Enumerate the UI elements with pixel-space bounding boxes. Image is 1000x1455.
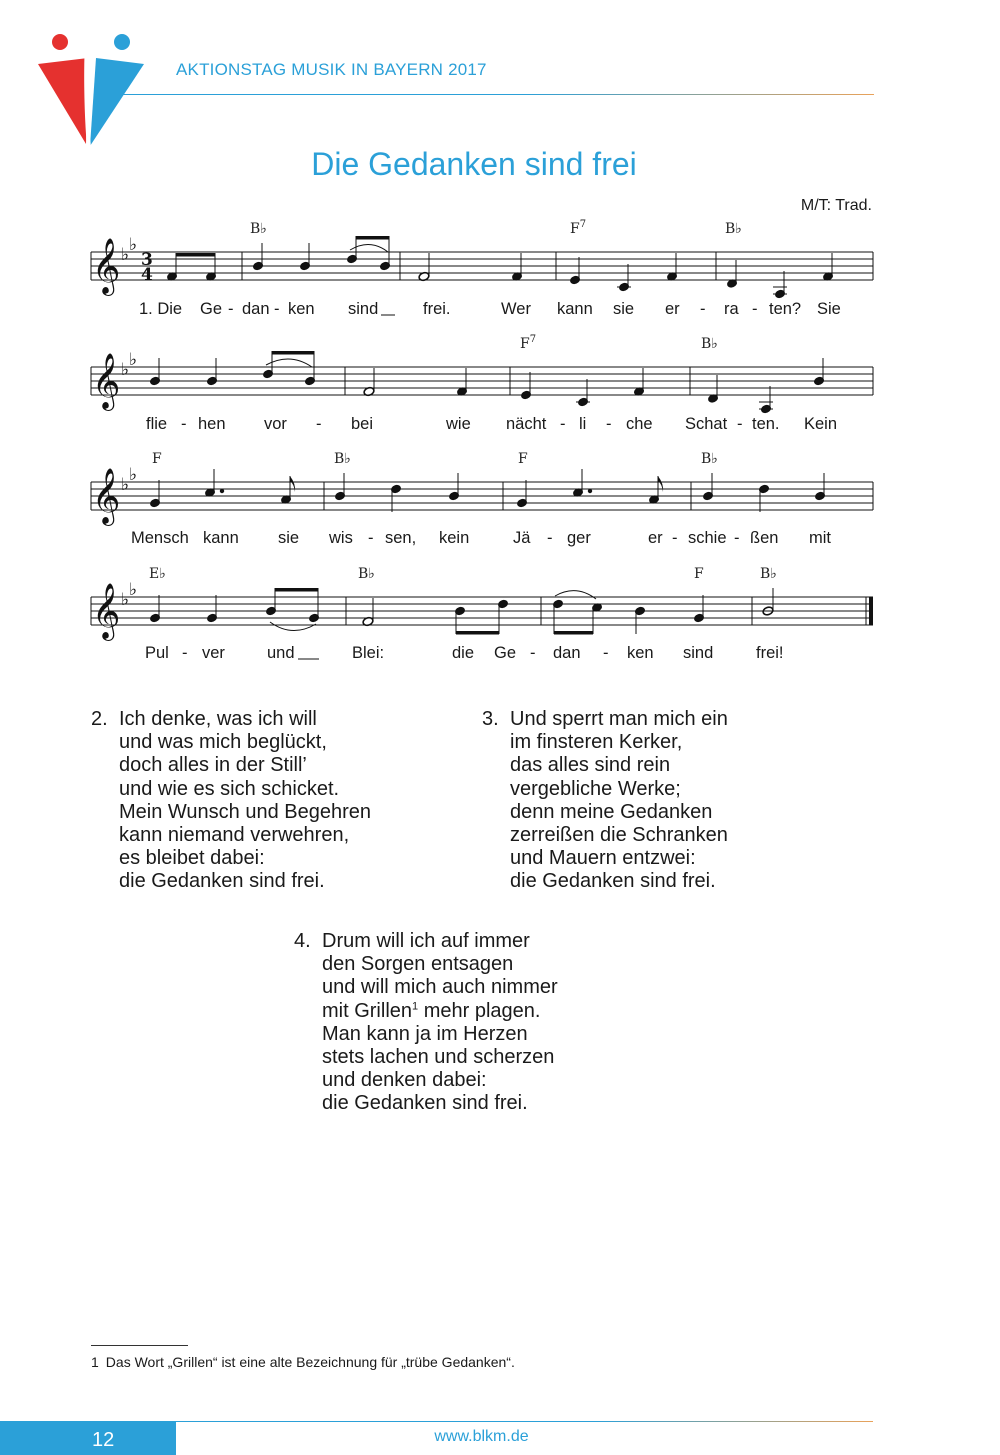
verse-line: Ich denke, was ich will (119, 708, 317, 730)
verse-3 (482, 708, 728, 894)
footer-url-link[interactable]: www.blkm.de (434, 1428, 529, 1445)
verse-line: Drum will ich auf immer (322, 930, 530, 952)
lyric-syllable: ver (202, 644, 225, 662)
chord-symbol: B♭ (358, 566, 375, 582)
lyric-syllable: Ge (200, 300, 223, 318)
lyric-syllable: sie (278, 529, 300, 547)
treble-clef-icon: 𝄞 (92, 353, 121, 409)
key-signature-flats (121, 235, 137, 265)
verse-line: vergebliche Werke; (510, 777, 681, 800)
verse-line: denn meine Gedanken (510, 800, 713, 823)
lyric-syllable: er (665, 300, 680, 318)
header-title: AKTIONSTAG MUSIK IN BAYERN 2017 (176, 60, 487, 79)
svg-text:♭: ♭ (121, 590, 130, 610)
lyric-hyphen: - (737, 415, 743, 433)
lyric-syllable: ken (288, 300, 315, 318)
final-barline-thick (869, 597, 873, 625)
verse-line: das alles sind rein (510, 754, 671, 777)
verse-line: doch alles in der Still’ (119, 754, 307, 777)
verse-line: und wie es sich schicket. (119, 777, 340, 800)
treble-clef-icon: 𝄞 (92, 583, 121, 639)
verse-line: es bleibet dabei: (119, 847, 265, 870)
chords-system-3 (152, 451, 718, 467)
chord-symbol: B♭ (701, 451, 718, 467)
treble-clef-icon: 𝄞 (92, 468, 121, 524)
lyric-syllable: Sie (817, 300, 841, 318)
lyric-syllable: er (648, 529, 663, 547)
lyrics-system-4 (145, 644, 784, 662)
verse-line (322, 1000, 558, 1023)
lyric-syllable: sie (613, 300, 635, 318)
lyric-syllable: sen, (385, 529, 417, 547)
lyric-syllable: sind (683, 644, 714, 662)
footnote-rule (91, 1345, 188, 1346)
lyric-syllable: ra (724, 300, 739, 318)
verse-line: kann niemand verwehren, (119, 824, 350, 847)
page-number: 12 (92, 1429, 115, 1451)
chord-symbol: F (518, 451, 528, 467)
verse-number: 2. (91, 708, 108, 730)
lyric-syllable: nächt (506, 415, 547, 433)
lyric-hyphen: - (606, 415, 612, 433)
lyric-hyphen: - (734, 529, 740, 547)
lyric-syllable: kann (557, 300, 593, 318)
verse-line: zerreißen die Schranken (510, 824, 728, 847)
footnote (91, 1354, 515, 1370)
key-signature-flats (121, 350, 137, 380)
lyric-syllable: frei. (423, 300, 451, 318)
lyric-syllable: die (452, 644, 475, 662)
lyric-syllable: mit (809, 529, 831, 547)
time-signature (141, 250, 153, 285)
svg-text:♭: ♭ (121, 475, 130, 495)
lyric-hyphen: - (182, 644, 188, 662)
key-signature-flats (121, 465, 137, 495)
lyric-syllable: ßen (750, 529, 779, 547)
lyric-syllable: vor (264, 415, 287, 433)
lyric-syllable: wis (329, 529, 353, 547)
lyric-syllable: schie (688, 529, 727, 547)
verse-number: 4. (294, 930, 311, 952)
chord-symbol: E♭ (149, 566, 166, 582)
chords-system-4 (149, 566, 777, 582)
music-system-3 (91, 465, 873, 526)
verse-line-part: mit Grillen (322, 999, 413, 1022)
verse-4 (294, 930, 558, 1116)
lyrics-system-3 (131, 529, 831, 547)
notes (167, 236, 834, 299)
chord-symbol: $F^7$ (520, 334, 537, 352)
lyric-hyphen: - (181, 415, 187, 433)
lyric-syllable: Wer (501, 300, 531, 318)
lyric-syllable: Mensch (131, 529, 189, 547)
footer-rule (176, 1421, 873, 1422)
lyric-syllable: che (626, 415, 653, 433)
chords-system-2 (520, 334, 718, 352)
lyric-syllable: dan (242, 300, 270, 318)
verse-line: die Gedanken sind frei. (322, 1092, 528, 1115)
key-signature-flats (121, 580, 137, 610)
treble-clef-icon: 𝄞 (92, 238, 121, 294)
lyrics-system-2 (146, 415, 837, 433)
music-system-1 (91, 235, 873, 299)
lyric-hyphen: - (560, 415, 566, 433)
footnote-number: 1 (91, 1354, 99, 1370)
lyric-syllable: ger (567, 529, 591, 547)
chord-symbol: B♭ (334, 451, 351, 467)
lyric-syllable: Kein (804, 415, 838, 433)
lyric-syllable: ten. (752, 415, 780, 433)
notes (150, 469, 826, 512)
lyric-hyphen: - (752, 300, 758, 318)
svg-text:♭: ♭ (129, 350, 138, 370)
verse-2 (91, 708, 371, 894)
lyric-syllable: Ge (494, 644, 517, 662)
verse-line: Mein Wunsch und Begehren (119, 800, 372, 823)
svg-text:♭: ♭ (121, 245, 130, 265)
verse-line: und will mich auch nimmer (322, 976, 558, 999)
chord-symbol: F (694, 566, 704, 582)
lyric-hyphen: - (530, 644, 536, 662)
verse-line: den Sorgen entsagen (322, 953, 514, 976)
lyric-hyphen: - (368, 529, 374, 547)
chord-symbol: F (152, 451, 162, 467)
song-title: Die Gedanken sind frei (311, 146, 637, 182)
chord-symbol: B♭ (725, 221, 742, 237)
chord-symbol: B♭ (760, 566, 777, 582)
lyric-syllable: 1. Die (139, 300, 183, 318)
chords-system-1 (250, 219, 742, 237)
lyrics-system-1 (139, 300, 841, 318)
lyric-syllable: sind (348, 300, 379, 318)
lyric-syllable: ken (627, 644, 654, 662)
verse-number: 3. (482, 708, 499, 730)
music-system-2 (91, 350, 873, 414)
lyric-syllable: dan (553, 644, 581, 662)
lyric-hyphen: - (274, 300, 280, 318)
chord-symbol: B♭ (250, 221, 267, 237)
verse-line: die Gedanken sind frei. (119, 870, 325, 893)
verse-line: die Gedanken sind frei. (510, 870, 716, 893)
footnote-marker[interactable]: 1 (412, 999, 419, 1012)
svg-text:4: 4 (141, 265, 153, 285)
verse-line: und Mauern entzwei: (510, 847, 696, 870)
lyric-syllable: kein (439, 529, 470, 547)
lyric-syllable: kann (203, 529, 239, 547)
svg-text:♭: ♭ (129, 580, 138, 600)
music-system-4 (91, 580, 873, 641)
chord-symbol: B♭ (701, 336, 718, 352)
lyric-hyphen: - (228, 300, 234, 318)
lyric-syllable: Blei: (352, 644, 385, 662)
footnote-text: Das Wort „Grillen“ ist eine alte Bezeichnung für „trübe Gedanken“. (105, 1354, 515, 1370)
lyric-hyphen: - (603, 644, 609, 662)
verse-line: und was mich beglückt, (119, 731, 327, 754)
verse-line: Man kann ja im Herzen (322, 1022, 528, 1045)
lyric-syllable: wie (446, 415, 471, 433)
lyric-hyphen: - (316, 415, 322, 433)
svg-text:♭: ♭ (121, 360, 130, 380)
sheet-music (0, 0, 1000, 700)
lyric-syllable: Pul (145, 644, 169, 662)
lyric-syllable: ten? (769, 300, 802, 318)
svg-text:♭: ♭ (129, 465, 138, 485)
notes (150, 351, 825, 414)
lyric-syllable: Jä (513, 529, 531, 547)
chord-symbol: $F^7$ (570, 219, 587, 237)
verse-line: und denken dabei: (322, 1069, 487, 1092)
verse-line: stets lachen und scherzen (322, 1046, 555, 1069)
lyric-hyphen: - (672, 529, 678, 547)
verse-line: im finsteren Kerker, (510, 731, 683, 754)
lyric-hyphen: - (700, 300, 706, 318)
lyric-syllable: flie (146, 415, 168, 433)
svg-text:3: 3 (141, 250, 153, 270)
lyric-syllable: li (579, 415, 587, 433)
lyric-syllable: und (267, 644, 295, 662)
lyric-syllable: bei (351, 415, 374, 433)
lyric-hyphen: - (547, 529, 553, 547)
verse-line: Und sperrt man mich ein (510, 708, 728, 730)
lyric-syllable: frei! (756, 644, 784, 662)
lyric-syllable: Schat (685, 415, 728, 433)
svg-text:♭: ♭ (129, 235, 138, 255)
song-credit: M/T: Trad. (800, 197, 872, 214)
verse-line-part: mehr plagen. (423, 999, 541, 1022)
lyric-syllable: hen (198, 415, 226, 433)
